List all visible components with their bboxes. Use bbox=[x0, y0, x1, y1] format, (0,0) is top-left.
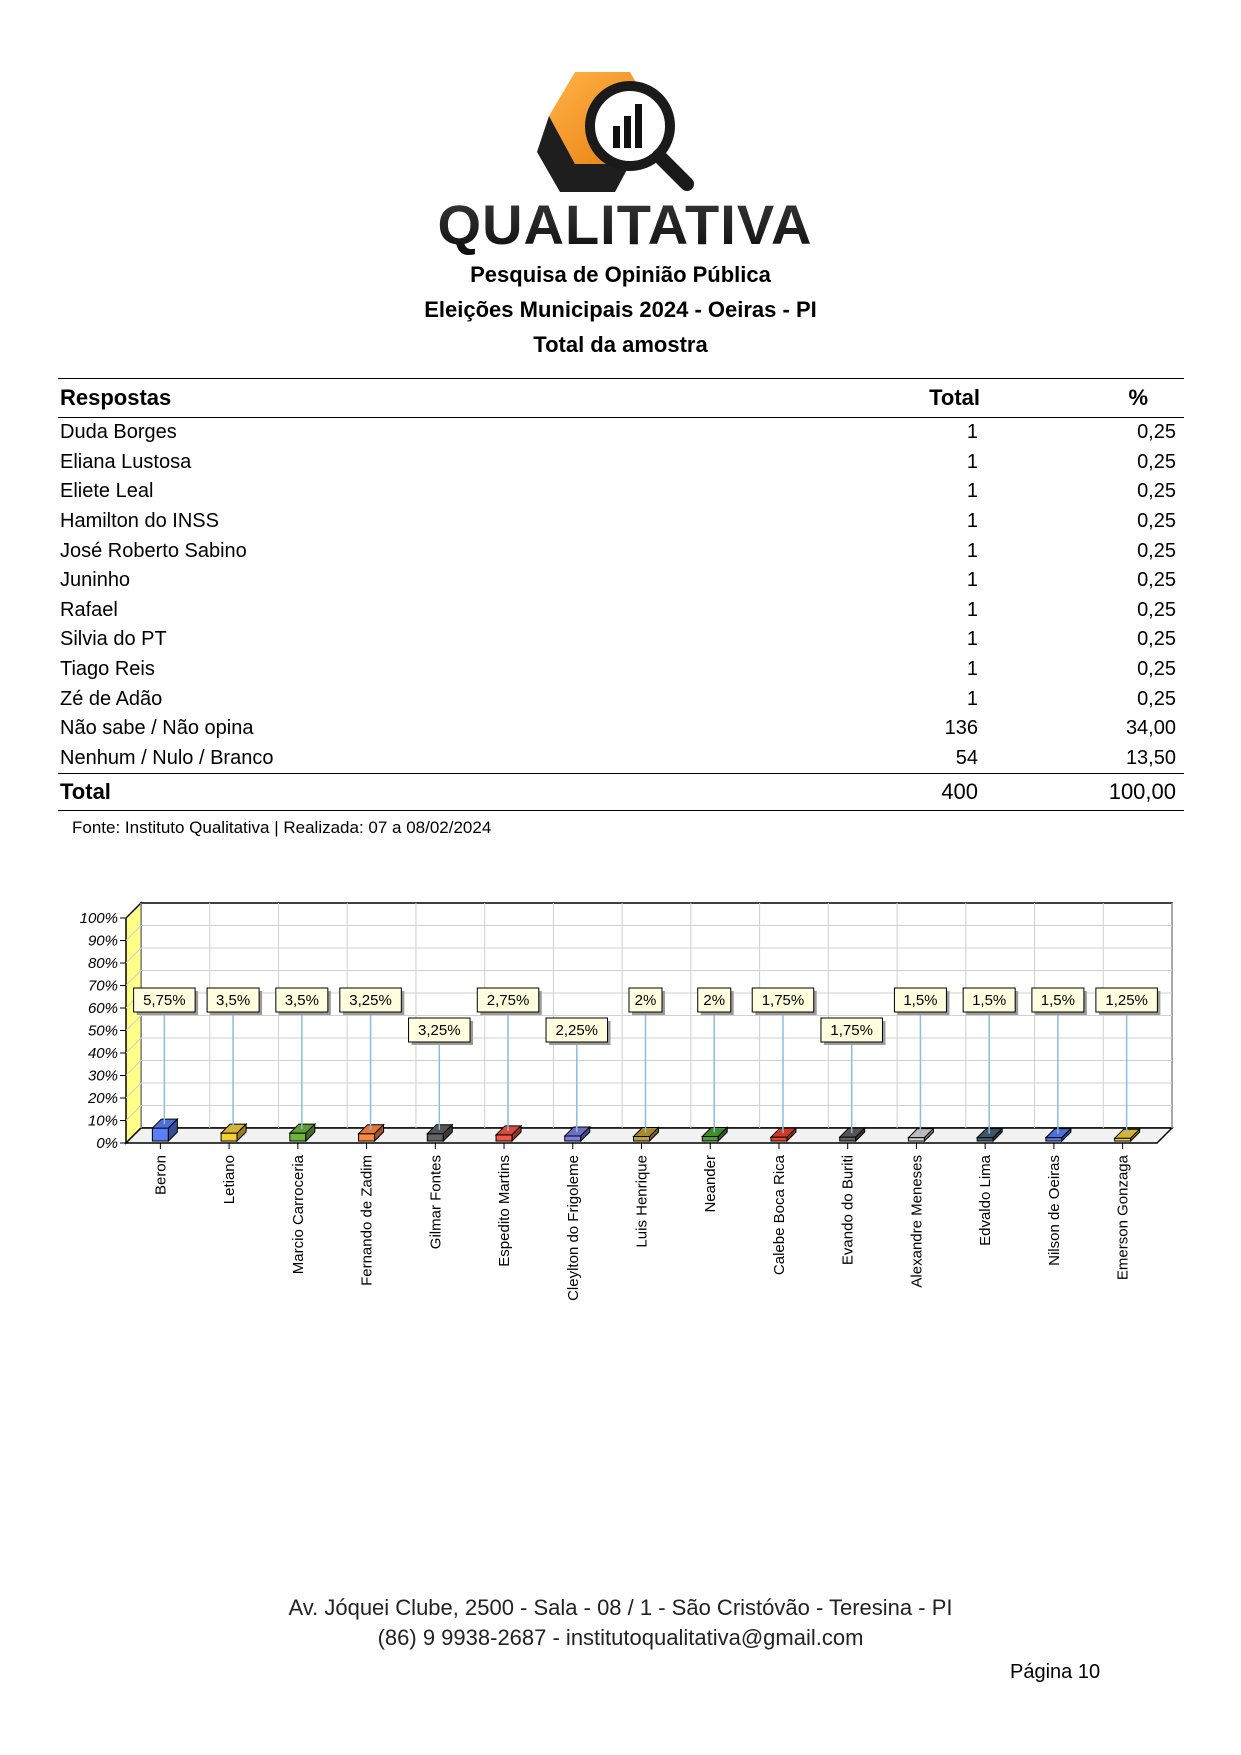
row-total: 1 bbox=[966, 510, 978, 533]
category-label: Marcio Carroceria bbox=[289, 1155, 307, 1275]
row-total: 1 bbox=[966, 569, 978, 592]
bar bbox=[977, 1138, 993, 1141]
row-percent: 0,25 bbox=[1137, 569, 1176, 592]
y-tick-label: 80% bbox=[87, 955, 118, 972]
category-label: Nilson de Oeiras bbox=[1045, 1155, 1063, 1266]
row-percent: 0,25 bbox=[1137, 421, 1176, 444]
row-percent: 0,25 bbox=[1137, 510, 1176, 533]
bar bbox=[908, 1138, 924, 1141]
y-tick-label: 90% bbox=[87, 932, 118, 950]
row-total: 54 bbox=[955, 746, 978, 769]
row-total: 1 bbox=[966, 598, 978, 621]
row-name: José Roberto Sabino bbox=[60, 539, 247, 562]
category-label: Emerson Gonzaga bbox=[1114, 1155, 1132, 1281]
row-total: 1 bbox=[966, 480, 978, 503]
data-label: 3,25% bbox=[418, 1022, 461, 1039]
row-total: 1 bbox=[966, 539, 978, 562]
table-row bbox=[58, 536, 1184, 566]
table-row bbox=[58, 507, 1184, 537]
row-name: Rafael bbox=[60, 598, 118, 621]
qualitativa-logo bbox=[425, 64, 825, 264]
total-percent: 100,00 bbox=[988, 774, 1184, 811]
data-label: 3,5% bbox=[284, 992, 319, 1009]
category-label: Cleylton do Frigoleme bbox=[564, 1155, 582, 1301]
row-percent: 34,00 bbox=[1125, 717, 1176, 740]
bar bbox=[634, 1137, 650, 1142]
column-header-percent: % bbox=[988, 379, 1184, 418]
table-row bbox=[58, 477, 1184, 507]
table-body bbox=[58, 418, 1184, 774]
table-row bbox=[58, 418, 1184, 448]
row-name: Tiago Reis bbox=[60, 658, 155, 681]
results-table bbox=[58, 378, 1184, 811]
category-label: Calebe Boca Rica bbox=[770, 1155, 788, 1276]
data-label: 3,25% bbox=[349, 992, 392, 1009]
row-percent: 0,25 bbox=[1137, 628, 1176, 651]
logo-emblem bbox=[537, 72, 687, 192]
data-label: 1,75% bbox=[830, 1022, 873, 1039]
y-tick-label: 50% bbox=[87, 1022, 118, 1040]
row-name: Juninho bbox=[60, 569, 131, 592]
bar bbox=[840, 1137, 856, 1141]
category-label: Beron bbox=[152, 1155, 170, 1196]
total-label: Total bbox=[58, 774, 778, 811]
row-name: Duda Borges bbox=[60, 421, 177, 444]
bar bbox=[496, 1135, 512, 1141]
footer-address: Av. Jóquei Clube, 2500 - Sala - 08 / 1 - São Cristóvão - Teresina - PI bbox=[288, 1595, 953, 1620]
table-row bbox=[58, 625, 1184, 655]
row-percent: 0,25 bbox=[1137, 687, 1176, 710]
y-tick-label: 70% bbox=[87, 977, 118, 995]
data-label: 2% bbox=[703, 992, 726, 1009]
bar bbox=[1046, 1138, 1062, 1141]
row-percent: 13,50 bbox=[1125, 746, 1176, 769]
page-number: Página 10 bbox=[1010, 1661, 1101, 1683]
category-label: Espedito Martins bbox=[496, 1155, 514, 1267]
bar bbox=[702, 1137, 718, 1142]
row-total: 1 bbox=[966, 628, 978, 651]
bar bbox=[427, 1134, 443, 1141]
bar bbox=[290, 1133, 306, 1141]
table-row bbox=[58, 566, 1184, 596]
category-label: Edvaldo Lima bbox=[977, 1155, 995, 1246]
survey-title: Pesquisa de Opinião Pública bbox=[470, 262, 771, 287]
row-name: Silvia do PT bbox=[60, 628, 167, 651]
column-header-total: Total bbox=[778, 379, 988, 418]
table-total-row bbox=[58, 774, 1184, 811]
table-row bbox=[58, 744, 1184, 774]
row-name: Não sabe / Não opina bbox=[60, 717, 254, 740]
footer-contact: (86) 9 9938-2687 - institutoqualitativa@gmail.com bbox=[377, 1625, 864, 1650]
data-label: 5,75% bbox=[143, 992, 186, 1009]
y-tick-label: 100% bbox=[79, 910, 118, 927]
bar bbox=[221, 1133, 237, 1141]
survey-subtitle: Eleições Municipais 2024 - Oeiras - PI bbox=[424, 297, 817, 322]
category-label: Luis Henrique bbox=[633, 1155, 651, 1248]
source-note: Fonte: Instituto Qualitativa | Realizada: 07 a 08/02/2024 bbox=[72, 818, 492, 837]
row-total: 1 bbox=[966, 450, 978, 473]
row-total: 136 bbox=[944, 717, 978, 740]
bar-chart bbox=[0, 880, 1241, 1350]
category-label: Alexandre Meneses bbox=[908, 1155, 926, 1288]
row-percent: 0,25 bbox=[1137, 480, 1176, 503]
y-tick-label: 0% bbox=[96, 1135, 118, 1152]
data-label: 2% bbox=[634, 992, 657, 1009]
y-tick-label: 60% bbox=[87, 1000, 118, 1017]
row-total: 1 bbox=[966, 658, 978, 681]
bar bbox=[771, 1137, 787, 1141]
data-label: 3,5% bbox=[215, 992, 251, 1009]
category-label: Gilmar Fontes bbox=[427, 1155, 445, 1250]
category-label: Evando do Buriti bbox=[839, 1155, 857, 1266]
row-total: 1 bbox=[966, 421, 978, 444]
row-percent: 0,25 bbox=[1137, 658, 1176, 681]
sample-label: Total da amostra bbox=[533, 332, 708, 357]
table-row bbox=[58, 684, 1184, 714]
table-header-row bbox=[58, 379, 1184, 418]
table-row bbox=[58, 448, 1184, 478]
y-tick-label: 30% bbox=[87, 1067, 118, 1085]
bar bbox=[152, 1128, 168, 1141]
data-label: 2,75% bbox=[486, 992, 530, 1009]
row-name: Zé de Adão bbox=[60, 687, 163, 710]
row-name: Nenhum / Nulo / Branco bbox=[60, 746, 274, 769]
y-tick-label: 40% bbox=[87, 1045, 118, 1062]
row-name: Eliete Leal bbox=[60, 480, 154, 503]
row-name: Hamilton do INSS bbox=[60, 510, 219, 533]
category-label: Letiano bbox=[221, 1155, 239, 1205]
data-label: 1,25% bbox=[1105, 992, 1148, 1009]
data-label: 1,5% bbox=[1040, 992, 1076, 1009]
logo-wordmark: QUALITATIVA bbox=[437, 193, 813, 256]
data-label: 2,25% bbox=[555, 1022, 599, 1039]
row-percent: 0,25 bbox=[1137, 539, 1176, 562]
total-count: 400 bbox=[778, 774, 988, 811]
bar bbox=[359, 1134, 375, 1141]
data-label: 1,5% bbox=[972, 992, 1007, 1009]
data-label: 1,5% bbox=[903, 992, 938, 1009]
y-tick-label: 10% bbox=[87, 1112, 118, 1130]
row-name: Eliana Lustosa bbox=[60, 450, 192, 473]
table-row bbox=[58, 655, 1184, 685]
y-tick-label: 20% bbox=[87, 1090, 118, 1107]
row-total: 1 bbox=[966, 687, 978, 710]
row-percent: 0,25 bbox=[1137, 598, 1176, 621]
table-row bbox=[58, 596, 1184, 626]
column-header-respostas: Respostas bbox=[58, 379, 778, 418]
category-label: Fernando de Zadim bbox=[358, 1155, 376, 1286]
table-row bbox=[58, 714, 1184, 744]
data-label: 1,75% bbox=[761, 992, 805, 1009]
category-label: Neander bbox=[702, 1155, 720, 1213]
bar bbox=[565, 1136, 581, 1141]
row-percent: 0,25 bbox=[1137, 450, 1176, 473]
